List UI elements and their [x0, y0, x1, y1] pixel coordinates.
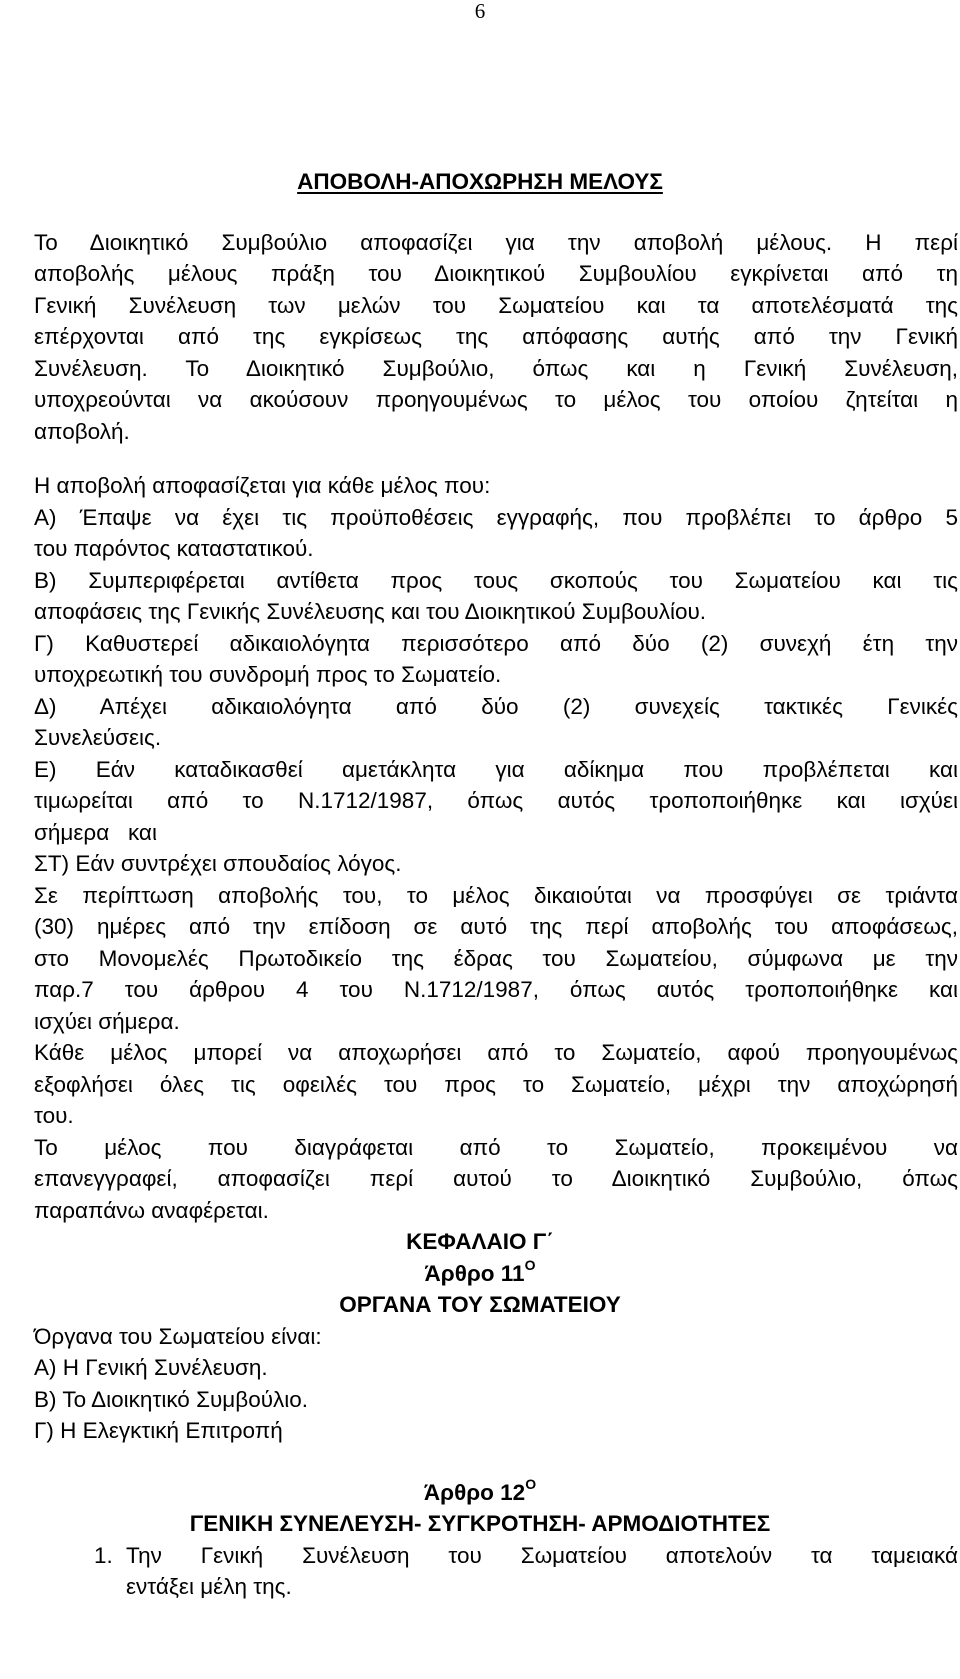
paragraph-line: Το Διοικητικό Συμβούλιο αποφασίζει για την αποβολή μέλους. Η περί [34, 230, 958, 255]
article-12-ordinal: Ο [525, 1476, 537, 1492]
list-item-text: Την Γενική Συνέλευση του Σωματείου αποτελούν τα ταμειακά [126, 1543, 958, 1568]
paragraph-line: Το μέλος που διαγράφεται από το Σωματείο, προκειμένου να [34, 1135, 958, 1160]
paragraph-line: εξοφλήσει όλες τις οφειλές του προς το Σωματείο, μέχρι την αποχώρησή [34, 1072, 958, 1097]
article-11-label: Άρθρο 11 [424, 1261, 525, 1286]
paragraph-line: Συνελεύσεις. [34, 725, 162, 750]
page-number: 6 [474, 0, 486, 23]
article-12-label: Άρθρο 12 [423, 1480, 526, 1505]
article-11-ordinal: Ο [524, 1257, 536, 1273]
paragraph-line: υποχρεωτική του συνδρομή προς το Σωματείο. [34, 662, 502, 687]
paragraph-line: (30) ημέρες από την επίδοση σε αυτό της περί αποβολής του αποφάσεως, [34, 914, 958, 939]
paragraph-line: Γενική Συνέλευση των μελών του Σωματείου και τα αποτελέσματά της [34, 293, 958, 318]
paragraph-line: τιμωρείται από το Ν.1712/1987, όπως αυτός τροποποιήθηκε και ισχύει [34, 788, 958, 813]
organ-item: Γ) Η Ελεγκτική Επιτροπή [34, 1418, 283, 1443]
list-item-text: εντάξει μέλη της. [126, 1574, 292, 1599]
paragraph-line: στο Μονομελές Πρωτοδικείο της έδρας του Σωματείου, σύμφωνα με την [34, 946, 958, 971]
paragraph-line: Σε περίπτωση αποβολής του, το μέλος δικαιούται να προσφύγει σε τριάντα [34, 883, 958, 908]
paragraph-line: Δ) Απέχει αδικαιολόγητα από δύο (2) συνεχείς τακτικές Γενικές [34, 694, 958, 719]
paragraph-line: Γ) Καθυστερεί αδικαιολόγητα περισσότερο από δύο (2) συνεχή έτη την [34, 631, 958, 656]
paragraph-line: Συνέλευση. Το Διοικητικό Συμβούλιο, όπως και η Γενική Συνέλευση, [34, 356, 958, 381]
article-12-heading [0, 1477, 960, 1509]
article-11-heading [0, 1258, 960, 1290]
paragraph-line: αποβολή. [34, 419, 130, 444]
paragraph-line: παραπάνω αναφέρεται. [34, 1198, 269, 1223]
paragraph-line: αποβολής μέλους πράξη του Διοικητικού Συμβουλίου εγκρίνεται από τη [34, 261, 958, 286]
paragraph-line: αποφάσεις της Γενικής Συνέλευσης και του Διοικητικού Συμβουλίου. [34, 599, 707, 624]
paragraph-line: υποχρεούνται να ακούσουν προηγουμένως το μέλος του οποίου ζητείται η [34, 387, 958, 412]
chapter-title: ΚΕΦΑΛΑΙΟ Γ΄ [406, 1229, 554, 1254]
paragraph-line: ΣΤ) Εάν συντρέχει σπουδαίος λόγος. [34, 851, 402, 876]
paragraph-line: ισχύει σήμερα. [34, 1009, 180, 1034]
paragraph-line: Ε) Εάν καταδικασθεί αμετάκλητα για αδίκημα που προβλέπεται και [34, 757, 958, 782]
article-12-title: ΓΕΝΙΚΗ ΣΥΝΕΛΕΥΣΗ- ΣΥΓΚΡΟΤΗΣΗ- ΑΡΜΟΔΙΟΤΗΤΕΣ [189, 1511, 771, 1536]
paragraph-line: Β) Συμπεριφέρεται αντίθετα προς τους σκοπούς του Σωματείου και τις [34, 568, 958, 593]
paragraph-line: Κάθε μέλος μπορεί να αποχωρήσει από το Σωματείο, αφού προηγουμένως [34, 1040, 958, 1065]
organs-intro: Όργανα του Σωματείου είναι: [34, 1324, 322, 1349]
organ-item: Α) Η Γενική Συνέλευση. [34, 1355, 268, 1380]
paragraph-line: επέρχονται από της εγκρίσεως της απόφασης αυτής από την Γενική [34, 324, 958, 349]
paragraph-line: επανεγγραφεί, αποφασίζει περί αυτού το Διοικητικό Συμβούλιο, όπως [34, 1166, 958, 1191]
section-title: ΑΠΟΒΟΛΗ-ΑΠΟΧΩΡΗΣΗ ΜΕΛΟΥΣ [297, 169, 663, 194]
paragraph-line: Η αποβολή αποφασίζεται για κάθε μέλος που: [34, 473, 491, 498]
paragraph-line: παρ.7 του άρθρου 4 του Ν.1712/1987, όπως αυτός τροποποιήθηκε και [34, 977, 958, 1002]
organ-item: Β) Το Διοικητικό Συμβούλιο. [34, 1387, 309, 1412]
article-11-title: ΟΡΓΑΝΑ ΤΟΥ ΣΩΜΑΤΕΙΟΥ [339, 1292, 621, 1317]
paragraph-line: σήμερα και [34, 820, 157, 845]
paragraph-line: του. [34, 1103, 74, 1128]
paragraph-line: Α) Έπαψε να έχει τις προϋποθέσεις εγγραφής, που προβλέπει το άρθρο 5 [34, 505, 958, 530]
paragraph-line: του παρόντος καταστατικού. [34, 536, 314, 561]
list-item-number: 1. [94, 1543, 113, 1568]
